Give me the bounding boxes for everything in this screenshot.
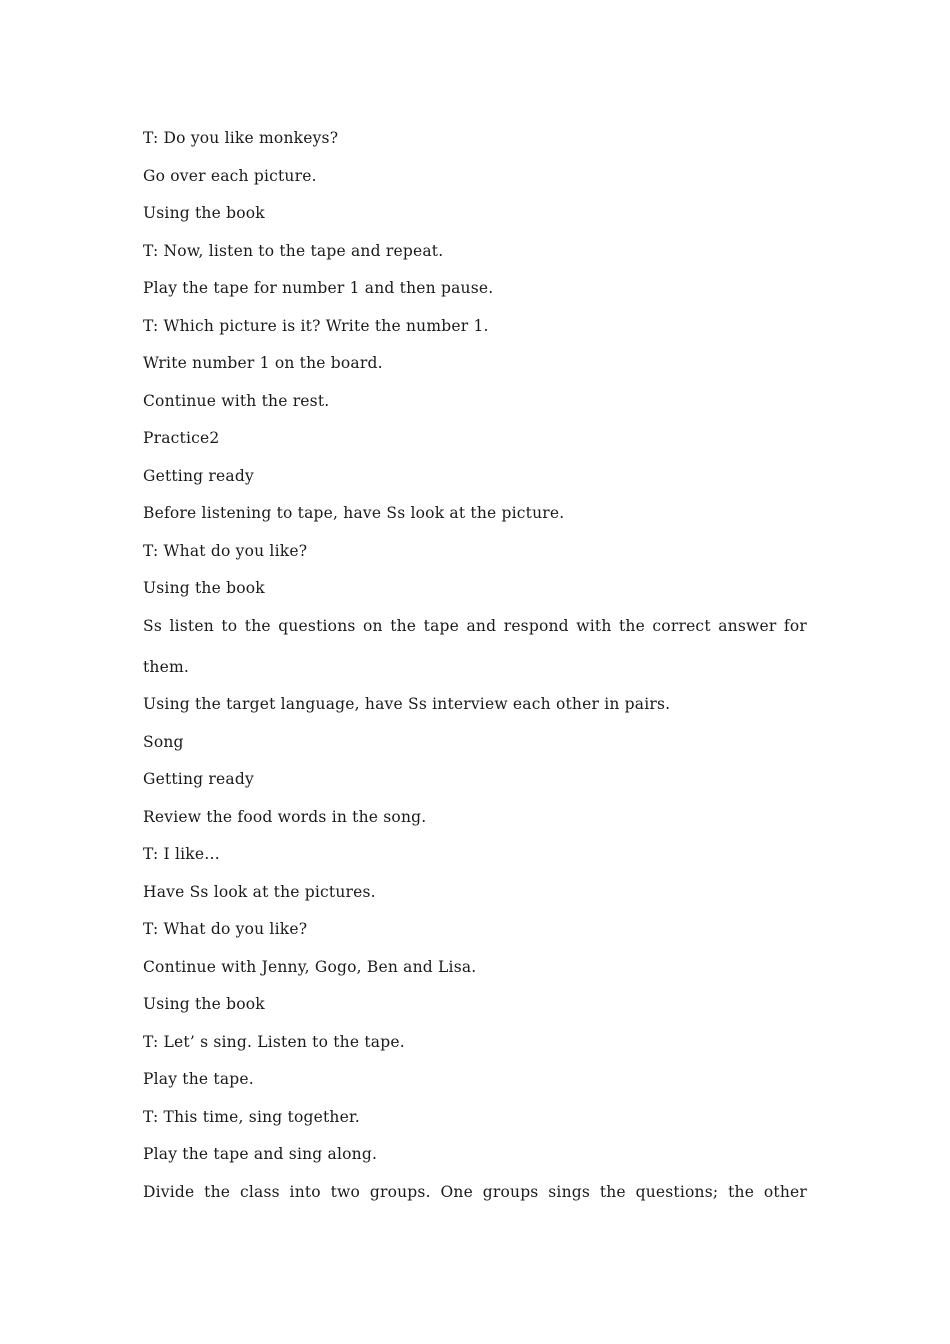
text-line: Divide the class into two groups. One groups sings the questions; the other xyxy=(143,1182,807,1201)
text-line: T: Do you like monkeys? xyxy=(143,129,339,147)
text-line: Before listening to tape, have Ss look at the picture. xyxy=(143,504,565,522)
text-line: T: Which picture is it? Write the number 1. xyxy=(143,316,489,335)
section-heading: Getting ready xyxy=(143,770,254,788)
text-line: T: Now, listen to the tape and repeat. xyxy=(143,241,444,260)
text-line: Play the tape for number 1 and then pause. xyxy=(143,279,494,297)
text-line: Ss listen to the questions on the tape and respond with the correct answer for xyxy=(143,616,807,635)
section-heading: Practice2 xyxy=(143,429,220,447)
text-line: T: What do you like? xyxy=(143,920,308,938)
section-heading: Song xyxy=(143,732,184,751)
section-heading: Using the book xyxy=(143,995,265,1013)
text-line: Review the food words in the song. xyxy=(143,807,427,826)
text-line: them. xyxy=(143,657,190,676)
text-line: Have Ss look at the pictures. xyxy=(143,882,376,901)
text-line: Continue with the rest. xyxy=(143,391,330,410)
text-line: Write number 1 on the board. xyxy=(143,354,383,372)
text-line: Continue with Jenny, Gogo, Ben and Lisa. xyxy=(143,957,477,976)
text-line: Go over each picture. xyxy=(143,166,317,185)
text-line: T: Let’ s sing. Listen to the tape. xyxy=(143,1032,405,1051)
document-body xyxy=(143,124,807,1215)
text-line: T: What do you like? xyxy=(143,541,308,560)
section-heading: Getting ready xyxy=(143,466,254,485)
text-line: Using the target language, have Ss interview each other in pairs. xyxy=(143,695,671,713)
text-line: Play the tape. xyxy=(143,1070,254,1088)
text-line: Play the tape and sing along. xyxy=(143,1145,378,1163)
text-line: T: This time, sing together. xyxy=(143,1107,361,1126)
text-line: T: I like… xyxy=(143,845,220,863)
section-heading: Using the book xyxy=(143,204,265,222)
section-heading: Using the book xyxy=(143,579,265,597)
